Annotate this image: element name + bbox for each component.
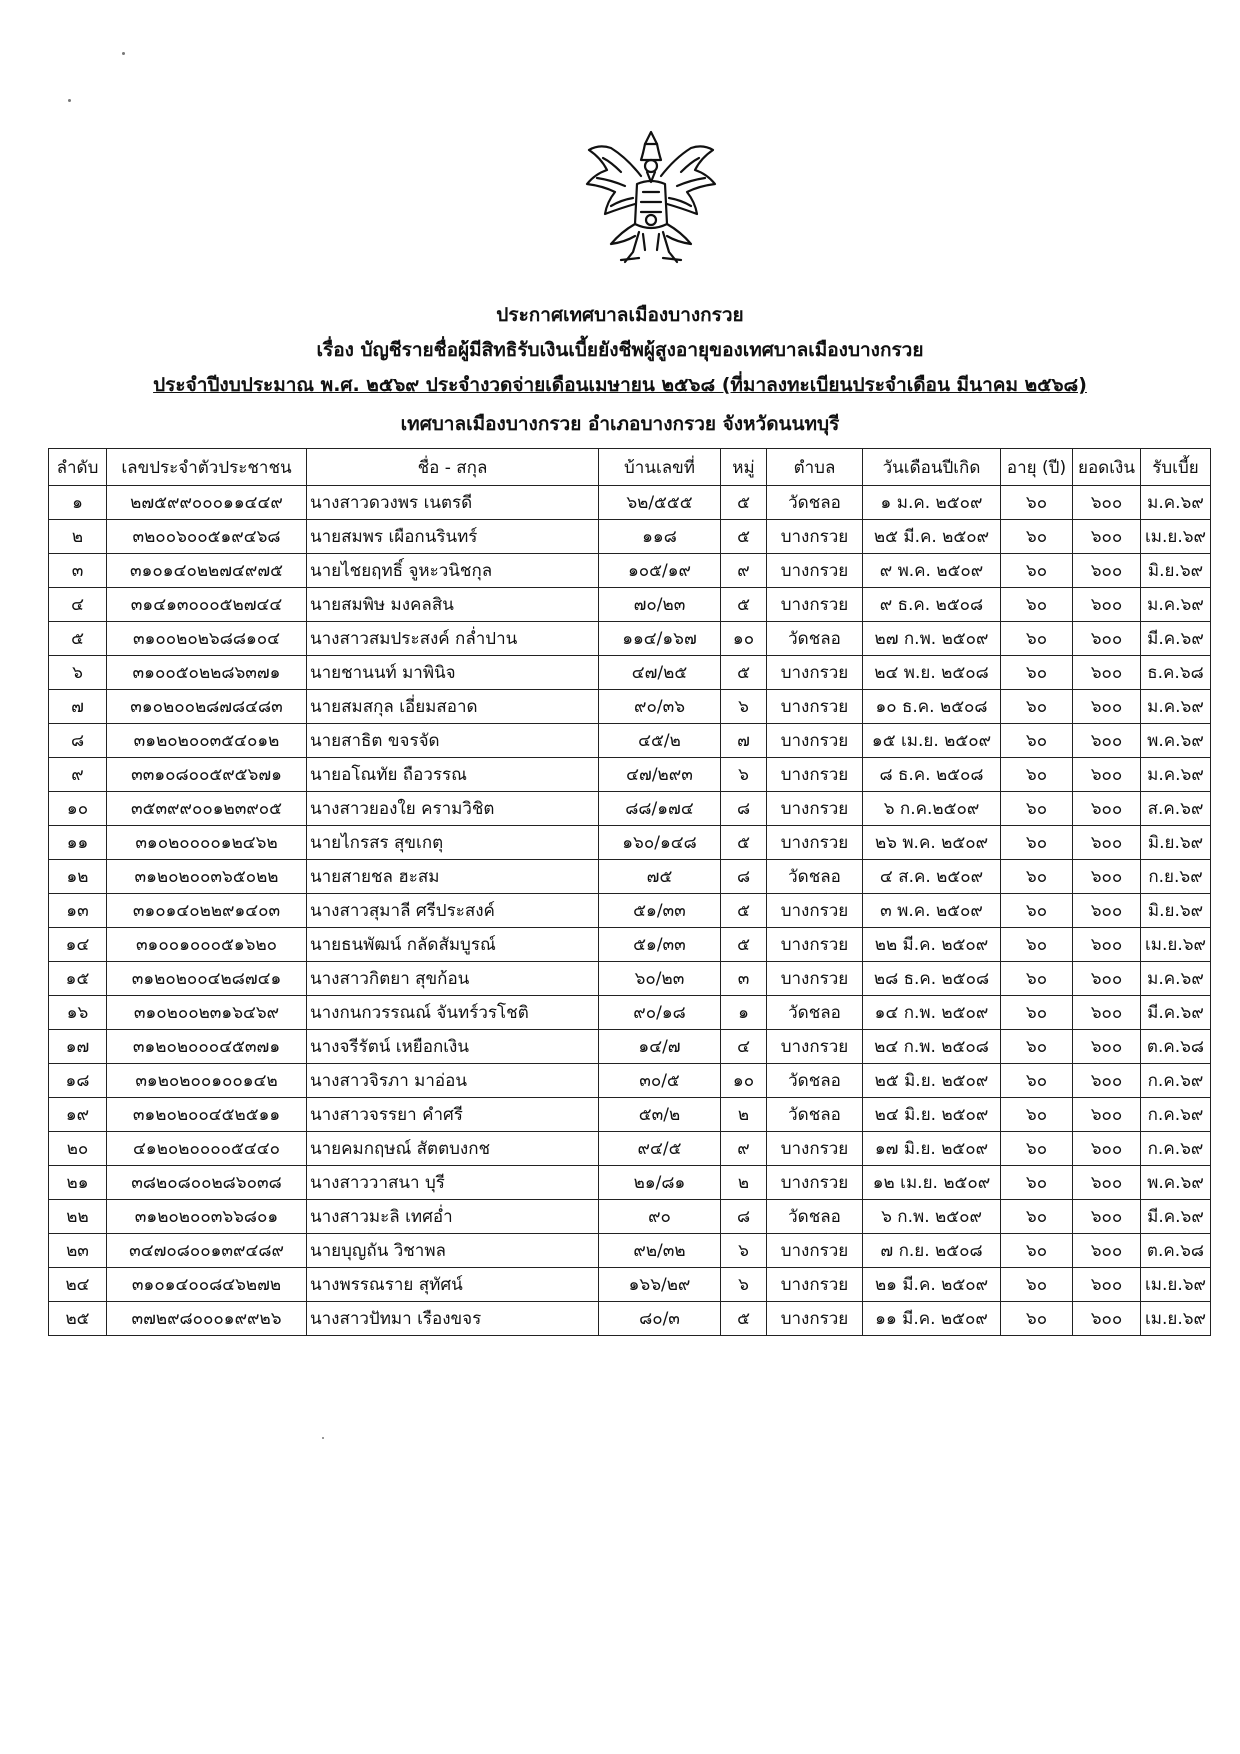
cell-pay-start: เม.ย.๖๙: [1141, 1302, 1211, 1336]
table-row: [49, 792, 1211, 826]
cell-amount: ๖๐๐: [1073, 1268, 1141, 1302]
cell-citizen-id: ๓๑๒๐๒๐๐๓๖๖๘๐๑: [107, 1200, 307, 1234]
cell-seq: ๑๕: [49, 962, 107, 996]
cell-birth-date: ๒๕ มี.ค. ๒๕๐๙: [863, 520, 1001, 554]
cell-birth-date: ๒๗ ก.พ. ๒๕๐๙: [863, 622, 1001, 656]
cell-citizen-id: ๓๑๒๐๒๐๐๔๕๒๕๑๑: [107, 1098, 307, 1132]
cell-citizen-id: ๓๑๒๐๒๐๐๑๐๐๑๔๒: [107, 1064, 307, 1098]
cell-birth-date: ๙ พ.ค. ๒๕๐๙: [863, 554, 1001, 588]
cell-amount: ๖๐๐: [1073, 996, 1141, 1030]
cell-birth-date: ๒๔ มิ.ย. ๒๕๐๙: [863, 1098, 1001, 1132]
cell-full-name: นางสาวสุมาลี ศรีประสงค์: [307, 894, 599, 928]
cell-subdistrict: บางกรวย: [767, 554, 863, 588]
cell-citizen-id: ๓๕๓๙๙๐๐๑๒๓๙๐๕: [107, 792, 307, 826]
cell-citizen-id: ๓๑๒๐๒๐๐๓๖๕๐๒๒: [107, 860, 307, 894]
cell-full-name: นางสาววาสนา บุรี: [307, 1166, 599, 1200]
cell-age: ๖๐: [1001, 1200, 1073, 1234]
cell-amount: ๖๐๐: [1073, 656, 1141, 690]
cell-amount: ๖๐๐: [1073, 690, 1141, 724]
cell-full-name: นายชานนท์ มาพินิจ: [307, 656, 599, 690]
cell-full-name: นายสมสกุล เอี่ยมสอาด: [307, 690, 599, 724]
table-header-row: [49, 449, 1211, 486]
cell-pay-start: มิ.ย.๖๙: [1141, 894, 1211, 928]
cell-pay-start: ก.ค.๖๙: [1141, 1098, 1211, 1132]
announcement-location: เทศบาลเมืองบางกรวย อำเภอบางกรวย จังหวัดนนทบุรี: [400, 413, 840, 435]
cell-house-number: ๖๐/๒๓: [599, 962, 721, 996]
cell-age: ๖๐: [1001, 1030, 1073, 1064]
cell-age: ๖๐: [1001, 928, 1073, 962]
cell-seq: ๓: [49, 554, 107, 588]
cell-pay-start: ก.ค.๖๙: [1141, 1064, 1211, 1098]
cell-birth-date: ๘ ธ.ค. ๒๕๐๘: [863, 758, 1001, 792]
cell-full-name: นายไชยฤทธิ์ จูหะวนิชกุล: [307, 554, 599, 588]
cell-pay-start: ก.ย.๖๙: [1141, 860, 1211, 894]
cell-seq: ๕: [49, 622, 107, 656]
cell-pay-start: ม.ค.๖๙: [1141, 962, 1211, 996]
cell-subdistrict: บางกรวย: [767, 1132, 863, 1166]
cell-citizen-id: ๓๑๐๒๐๐๒๘๗๘๔๘๓: [107, 690, 307, 724]
cell-village-no: ๖: [721, 690, 767, 724]
table-row: [49, 656, 1211, 690]
cell-citizen-id: ๓๓๑๐๘๐๐๕๙๕๖๗๑: [107, 758, 307, 792]
cell-house-number: ๒๑/๘๑: [599, 1166, 721, 1200]
cell-seq: ๒๒: [49, 1200, 107, 1234]
cell-amount: ๖๐๐: [1073, 894, 1141, 928]
cell-house-number: ๙๐/๑๘: [599, 996, 721, 1030]
cell-pay-start: มี.ค.๖๙: [1141, 622, 1211, 656]
cell-full-name: นางสาวยองใย ครามวิชิต: [307, 792, 599, 826]
cell-seq: ๒: [49, 520, 107, 554]
cell-pay-start: ธ.ค.๖๘: [1141, 656, 1211, 690]
table-row: [49, 962, 1211, 996]
cell-birth-date: ๒๔ ก.พ. ๒๕๐๘: [863, 1030, 1001, 1064]
scan-speck: [322, 1437, 324, 1439]
cell-village-no: ๑๐: [721, 622, 767, 656]
cell-subdistrict: วัดชลอ: [767, 860, 863, 894]
cell-seq: ๙: [49, 758, 107, 792]
cell-house-number: ๘๘/๑๗๔: [599, 792, 721, 826]
cell-age: ๖๐: [1001, 1064, 1073, 1098]
cell-age: ๖๐: [1001, 554, 1073, 588]
cell-amount: ๖๐๐: [1073, 520, 1141, 554]
cell-full-name: นายคมกฤษณ์ สัตตบงกช: [307, 1132, 599, 1166]
cell-subdistrict: วัดชลอ: [767, 1064, 863, 1098]
cell-pay-start: เม.ย.๖๙: [1141, 520, 1211, 554]
cell-house-number: ๑๖๖/๒๙: [599, 1268, 721, 1302]
table-row: [49, 1234, 1211, 1268]
cell-subdistrict: บางกรวย: [767, 826, 863, 860]
cell-amount: ๖๐๐: [1073, 826, 1141, 860]
cell-seq: ๒๔: [49, 1268, 107, 1302]
cell-citizen-id: ๓๑๒๐๒๐๐๓๕๔๐๑๒: [107, 724, 307, 758]
cell-seq: ๑๙: [49, 1098, 107, 1132]
cell-amount: ๖๐๐: [1073, 860, 1141, 894]
cell-birth-date: ๙ ธ.ค. ๒๕๐๘: [863, 588, 1001, 622]
cell-citizen-id: ๓๑๐๒๐๐๒๓๑๖๔๖๙: [107, 996, 307, 1030]
cell-house-number: ๔๗/๒๙๓: [599, 758, 721, 792]
cell-house-number: ๑๔/๗: [599, 1030, 721, 1064]
cell-pay-start: พ.ค.๖๙: [1141, 724, 1211, 758]
cell-full-name: นางสาวดวงพร เนตรดี: [307, 486, 599, 520]
cell-house-number: ๙๐: [599, 1200, 721, 1234]
cell-full-name: นายสาธิต ขจรจัด: [307, 724, 599, 758]
cell-birth-date: ๑๔ ก.พ. ๒๕๐๙: [863, 996, 1001, 1030]
cell-subdistrict: บางกรวย: [767, 1234, 863, 1268]
cell-pay-start: พ.ค.๖๙: [1141, 1166, 1211, 1200]
cell-age: ๖๐: [1001, 792, 1073, 826]
cell-pay-start: มิ.ย.๖๙: [1141, 554, 1211, 588]
cell-citizen-id: ๓๑๐๑๔๐๐๘๔๖๒๗๒: [107, 1268, 307, 1302]
table-row: [49, 724, 1211, 758]
cell-house-number: ๕๑/๓๓: [599, 894, 721, 928]
cell-village-no: ๓: [721, 962, 767, 996]
table-row: [49, 860, 1211, 894]
table-row: [49, 1132, 1211, 1166]
cell-amount: ๖๐๐: [1073, 486, 1141, 520]
cell-village-no: ๖: [721, 1268, 767, 1302]
cell-seq: ๘: [49, 724, 107, 758]
cell-full-name: นางพรรณราย สุทัศน์: [307, 1268, 599, 1302]
cell-birth-date: ๑๑ มี.ค. ๒๕๐๙: [863, 1302, 1001, 1336]
cell-seq: ๑๖: [49, 996, 107, 1030]
cell-house-number: ๙๒/๓๒: [599, 1234, 721, 1268]
cell-full-name: นางสาวมะลิ เทศอ่ำ: [307, 1200, 599, 1234]
table-row: [49, 1268, 1211, 1302]
cell-subdistrict: บางกรวย: [767, 894, 863, 928]
cell-seq: ๗: [49, 690, 107, 724]
cell-pay-start: ม.ค.๖๙: [1141, 690, 1211, 724]
cell-amount: ๖๐๐: [1073, 622, 1141, 656]
cell-village-no: ๙: [721, 554, 767, 588]
cell-subdistrict: บางกรวย: [767, 1268, 863, 1302]
cell-age: ๖๐: [1001, 962, 1073, 996]
cell-village-no: ๘: [721, 1200, 767, 1234]
cell-pay-start: ก.ค.๖๙: [1141, 1132, 1211, 1166]
cell-age: ๖๐: [1001, 826, 1073, 860]
cell-village-no: ๙: [721, 1132, 767, 1166]
cell-birth-date: ๒๘ ธ.ค. ๒๕๐๘: [863, 962, 1001, 996]
cell-amount: ๖๐๐: [1073, 588, 1141, 622]
cell-birth-date: ๒๒ มี.ค. ๒๕๐๙: [863, 928, 1001, 962]
cell-pay-start: ม.ค.๖๙: [1141, 588, 1211, 622]
cell-age: ๖๐: [1001, 622, 1073, 656]
cell-village-no: ๗: [721, 724, 767, 758]
cell-birth-date: ๑ ม.ค. ๒๕๐๙: [863, 486, 1001, 520]
table-row: [49, 1098, 1211, 1132]
cell-house-number: ๙๐/๓๖: [599, 690, 721, 724]
cell-village-no: ๕: [721, 1302, 767, 1336]
column-header-pay-start: รับเบี้ย: [1141, 449, 1211, 486]
cell-seq: ๔: [49, 588, 107, 622]
cell-seq: ๖: [49, 656, 107, 690]
cell-house-number: ๖๒/๕๕๕: [599, 486, 721, 520]
cell-village-no: ๒: [721, 1166, 767, 1200]
cell-citizen-id: ๓๑๔๑๓๐๐๐๕๒๗๔๔: [107, 588, 307, 622]
cell-birth-date: ๑๕ เม.ย. ๒๕๐๙: [863, 724, 1001, 758]
table-row: [49, 690, 1211, 724]
cell-house-number: ๗๐/๒๓: [599, 588, 721, 622]
cell-citizen-id: ๓๑๐๑๔๐๒๒๙๑๔๐๓: [107, 894, 307, 928]
cell-citizen-id: ๓๒๐๐๖๐๐๕๑๙๔๖๘: [107, 520, 307, 554]
column-header-amount: ยอดเงิน: [1073, 449, 1141, 486]
cell-house-number: ๙๔/๕: [599, 1132, 721, 1166]
cell-citizen-id: ๒๗๕๙๙๐๐๐๑๑๔๔๙: [107, 486, 307, 520]
beneficiary-table: [48, 448, 1211, 1336]
cell-pay-start: ม.ค.๖๙: [1141, 758, 1211, 792]
cell-citizen-id: ๓๘๒๐๘๐๐๒๘๖๐๓๘: [107, 1166, 307, 1200]
cell-subdistrict: วัดชลอ: [767, 622, 863, 656]
cell-citizen-id: ๓๑๐๐๑๐๐๐๕๑๖๒๐: [107, 928, 307, 962]
cell-full-name: นายบุญถัน วิชาพล: [307, 1234, 599, 1268]
cell-age: ๖๐: [1001, 690, 1073, 724]
column-header-village-no: หมู่: [721, 449, 767, 486]
column-header-subdistrict: ตำบล: [767, 449, 863, 486]
cell-village-no: ๖: [721, 758, 767, 792]
cell-house-number: ๑๐๕/๑๙: [599, 554, 721, 588]
cell-birth-date: ๓ พ.ค. ๒๕๐๙: [863, 894, 1001, 928]
cell-house-number: ๑๑๔/๑๖๗: [599, 622, 721, 656]
cell-full-name: นางสาวกิตยา สุขก้อน: [307, 962, 599, 996]
cell-subdistrict: บางกรวย: [767, 1166, 863, 1200]
scan-speck: [68, 99, 71, 102]
cell-amount: ๖๐๐: [1073, 1064, 1141, 1098]
cell-seq: ๑๓: [49, 894, 107, 928]
cell-age: ๖๐: [1001, 1098, 1073, 1132]
cell-subdistrict: บางกรวย: [767, 656, 863, 690]
cell-citizen-id: ๓๑๒๐๒๐๐๐๔๕๓๗๑: [107, 1030, 307, 1064]
cell-citizen-id: ๓๑๐๐๕๐๒๒๘๖๓๗๑: [107, 656, 307, 690]
cell-full-name: นายอโณทัย ถือวรรณ: [307, 758, 599, 792]
cell-village-no: ๘: [721, 792, 767, 826]
cell-subdistrict: บางกรวย: [767, 758, 863, 792]
cell-citizen-id: ๓๑๐๐๒๐๒๖๘๘๑๐๔: [107, 622, 307, 656]
cell-village-no: ๑๐: [721, 1064, 767, 1098]
cell-seq: ๑๗: [49, 1030, 107, 1064]
cell-village-no: ๖: [721, 1234, 767, 1268]
cell-seq: ๑๐: [49, 792, 107, 826]
cell-house-number: ๘๐/๓: [599, 1302, 721, 1336]
cell-age: ๖๐: [1001, 758, 1073, 792]
cell-subdistrict: บางกรวย: [767, 690, 863, 724]
cell-full-name: นางสาวจิรภา มาอ่อน: [307, 1064, 599, 1098]
cell-age: ๖๐: [1001, 520, 1073, 554]
cell-age: ๖๐: [1001, 1302, 1073, 1336]
cell-pay-start: ส.ค.๖๙: [1141, 792, 1211, 826]
table-row: [49, 486, 1211, 520]
table-header: [49, 449, 1211, 486]
cell-citizen-id: ๓๑๐๒๐๐๐๐๑๒๔๖๒: [107, 826, 307, 860]
cell-house-number: ๓๐/๕: [599, 1064, 721, 1098]
table-row: [49, 758, 1211, 792]
table-row: [49, 1030, 1211, 1064]
cell-village-no: ๕: [721, 520, 767, 554]
cell-birth-date: ๒๑ มี.ค. ๒๕๐๙: [863, 1268, 1001, 1302]
table-row: [49, 996, 1211, 1030]
cell-full-name: นางจรีรัตน์ เหยือกเงิน: [307, 1030, 599, 1064]
cell-seq: ๒๑: [49, 1166, 107, 1200]
cell-subdistrict: บางกรวย: [767, 792, 863, 826]
cell-village-no: ๕: [721, 894, 767, 928]
cell-subdistrict: บางกรวย: [767, 588, 863, 622]
cell-citizen-id: ๔๑๒๐๒๐๐๐๐๕๔๔๐: [107, 1132, 307, 1166]
cell-amount: ๖๐๐: [1073, 1166, 1141, 1200]
cell-amount: ๖๐๐: [1073, 1302, 1141, 1336]
cell-citizen-id: ๓๗๒๙๘๐๐๐๑๙๙๒๖: [107, 1302, 307, 1336]
cell-pay-start: ต.ค.๖๘: [1141, 1234, 1211, 1268]
scan-speck: [122, 52, 125, 55]
cell-village-no: ๕: [721, 486, 767, 520]
cell-subdistrict: บางกรวย: [767, 520, 863, 554]
column-header-age: อายุ (ปี): [1001, 449, 1073, 486]
cell-pay-start: มี.ค.๖๙: [1141, 1200, 1211, 1234]
cell-pay-start: ม.ค.๖๙: [1141, 486, 1211, 520]
column-header-seq: ลำดับ: [49, 449, 107, 486]
cell-age: ๖๐: [1001, 486, 1073, 520]
cell-age: ๖๐: [1001, 588, 1073, 622]
cell-village-no: ๘: [721, 860, 767, 894]
cell-pay-start: มิ.ย.๖๙: [1141, 826, 1211, 860]
cell-seq: ๑๔: [49, 928, 107, 962]
cell-full-name: นางกนกวรรณณ์ จันทร์วรโชติ: [307, 996, 599, 1030]
table-row: [49, 520, 1211, 554]
table-row: [49, 554, 1211, 588]
cell-seq: ๒๐: [49, 1132, 107, 1166]
cell-house-number: ๔๕/๒: [599, 724, 721, 758]
cell-citizen-id: ๓๑๒๐๒๐๐๔๒๘๗๔๑: [107, 962, 307, 996]
cell-amount: ๖๐๐: [1073, 1030, 1141, 1064]
cell-subdistrict: วัดชลอ: [767, 486, 863, 520]
cell-full-name: นายสมพิษ มงคลสิน: [307, 588, 599, 622]
cell-subdistrict: บางกรวย: [767, 928, 863, 962]
cell-pay-start: เม.ย.๖๙: [1141, 928, 1211, 962]
cell-house-number: ๗๕: [599, 860, 721, 894]
cell-amount: ๖๐๐: [1073, 792, 1141, 826]
cell-age: ๖๐: [1001, 1166, 1073, 1200]
cell-village-no: ๔: [721, 1030, 767, 1064]
cell-age: ๖๐: [1001, 996, 1073, 1030]
cell-seq: ๑๘: [49, 1064, 107, 1098]
table-row: [49, 1166, 1211, 1200]
cell-full-name: นายสายชล ฮะสม: [307, 860, 599, 894]
cell-subdistrict: วัดชลอ: [767, 1200, 863, 1234]
table-row: [49, 588, 1211, 622]
cell-village-no: ๕: [721, 928, 767, 962]
cell-birth-date: ๒๔ พ.ย. ๒๕๐๘: [863, 656, 1001, 690]
cell-house-number: ๔๗/๒๕: [599, 656, 721, 690]
cell-pay-start: มี.ค.๖๙: [1141, 996, 1211, 1030]
cell-pay-start: ต.ค.๖๘: [1141, 1030, 1211, 1064]
cell-subdistrict: บางกรวย: [767, 724, 863, 758]
cell-birth-date: ๑๐ ธ.ค. ๒๕๐๘: [863, 690, 1001, 724]
cell-birth-date: ๖ ก.พ. ๒๕๐๙: [863, 1200, 1001, 1234]
cell-citizen-id: ๓๔๗๐๘๐๐๑๓๙๔๘๙: [107, 1234, 307, 1268]
cell-birth-date: ๖ ก.ค.๒๕๐๙: [863, 792, 1001, 826]
cell-subdistrict: บางกรวย: [767, 962, 863, 996]
cell-seq: ๒๕: [49, 1302, 107, 1336]
cell-age: ๖๐: [1001, 894, 1073, 928]
cell-birth-date: ๔ ส.ค. ๒๕๐๙: [863, 860, 1001, 894]
table-body: [49, 486, 1211, 1336]
table-row: [49, 1200, 1211, 1234]
table-row: [49, 894, 1211, 928]
cell-pay-start: เม.ย.๖๙: [1141, 1268, 1211, 1302]
cell-amount: ๖๐๐: [1073, 724, 1141, 758]
table-row: [49, 826, 1211, 860]
cell-full-name: นางสาวจรรยา คำศรี: [307, 1098, 599, 1132]
cell-seq: ๑๑: [49, 826, 107, 860]
cell-birth-date: ๑๒ เม.ย. ๒๕๐๙: [863, 1166, 1001, 1200]
table-row: [49, 1302, 1211, 1336]
cell-house-number: ๑๖๐/๑๔๘: [599, 826, 721, 860]
cell-subdistrict: บางกรวย: [767, 1030, 863, 1064]
cell-birth-date: ๗ ก.ย. ๒๕๐๘: [863, 1234, 1001, 1268]
cell-amount: ๖๐๐: [1073, 1098, 1141, 1132]
announcement-subject: เรื่อง บัญชีรายชื่อผู้มีสิทธิรับเงินเบี้ยยังชีพผู้สูงอายุของเทศบาลเมืองบางกรวย: [316, 339, 924, 361]
cell-village-no: ๑: [721, 996, 767, 1030]
cell-amount: ๖๐๐: [1073, 1234, 1141, 1268]
cell-age: ๖๐: [1001, 1234, 1073, 1268]
table-row: [49, 1064, 1211, 1098]
cell-house-number: ๑๑๘: [599, 520, 721, 554]
cell-full-name: นายไกรสร สุขเกตุ: [307, 826, 599, 860]
cell-age: ๖๐: [1001, 1268, 1073, 1302]
cell-seq: ๒๓: [49, 1234, 107, 1268]
cell-full-name: นายสมพร เผือกนรินทร์: [307, 520, 599, 554]
table-row: [49, 928, 1211, 962]
cell-birth-date: ๑๗ มิ.ย. ๒๕๐๙: [863, 1132, 1001, 1166]
cell-full-name: นางสาวสมประสงค์ กล่ำปาน: [307, 622, 599, 656]
cell-birth-date: ๒๕ มิ.ย. ๒๕๐๙: [863, 1064, 1001, 1098]
cell-subdistrict: วัดชลอ: [767, 996, 863, 1030]
cell-amount: ๖๐๐: [1073, 1200, 1141, 1234]
cell-age: ๖๐: [1001, 860, 1073, 894]
cell-seq: ๑๒: [49, 860, 107, 894]
column-header-full-name: ชื่อ - สกุล: [307, 449, 599, 486]
cell-amount: ๖๐๐: [1073, 928, 1141, 962]
column-header-birth-date: วันเดือนปีเกิด: [863, 449, 1001, 486]
announcement-period: ประจำปีงบประมาณ พ.ศ. ๒๕๖๙ ประจำงวดจ่ายเดือนเมษายน ๒๕๖๘ (ที่มาลงทะเบียนประจำเดือน มีนาคม ๒๕๖๘): [153, 374, 1087, 396]
cell-village-no: ๒: [721, 1098, 767, 1132]
cell-age: ๖๐: [1001, 1132, 1073, 1166]
cell-age: ๖๐: [1001, 724, 1073, 758]
cell-subdistrict: วัดชลอ: [767, 1098, 863, 1132]
cell-amount: ๖๐๐: [1073, 1132, 1141, 1166]
cell-full-name: นางสาวปัทมา เรืองขจร: [307, 1302, 599, 1336]
cell-amount: ๖๐๐: [1073, 554, 1141, 588]
cell-amount: ๖๐๐: [1073, 962, 1141, 996]
cell-house-number: ๕๓/๒: [599, 1098, 721, 1132]
column-header-citizen-id: เลขประจำตัวประชาชน: [107, 449, 307, 486]
cell-birth-date: ๒๖ พ.ค. ๒๕๐๙: [863, 826, 1001, 860]
announcement-title: ประกาศเทศบาลเมืองบางกรวย: [496, 304, 744, 326]
cell-village-no: ๕: [721, 588, 767, 622]
cell-amount: ๖๐๐: [1073, 758, 1141, 792]
cell-subdistrict: บางกรวย: [767, 1302, 863, 1336]
cell-house-number: ๕๑/๓๓: [599, 928, 721, 962]
cell-age: ๖๐: [1001, 656, 1073, 690]
cell-village-no: ๕: [721, 656, 767, 690]
cell-seq: ๑: [49, 486, 107, 520]
cell-full-name: นายธนพัฒน์ กลัดสัมบูรณ์: [307, 928, 599, 962]
cell-village-no: ๕: [721, 826, 767, 860]
garuda-emblem-icon: [581, 128, 721, 268]
cell-citizen-id: ๓๑๐๑๔๐๒๒๗๔๙๗๕: [107, 554, 307, 588]
table-row: [49, 622, 1211, 656]
column-header-house-number: บ้านเลขที่: [599, 449, 721, 486]
